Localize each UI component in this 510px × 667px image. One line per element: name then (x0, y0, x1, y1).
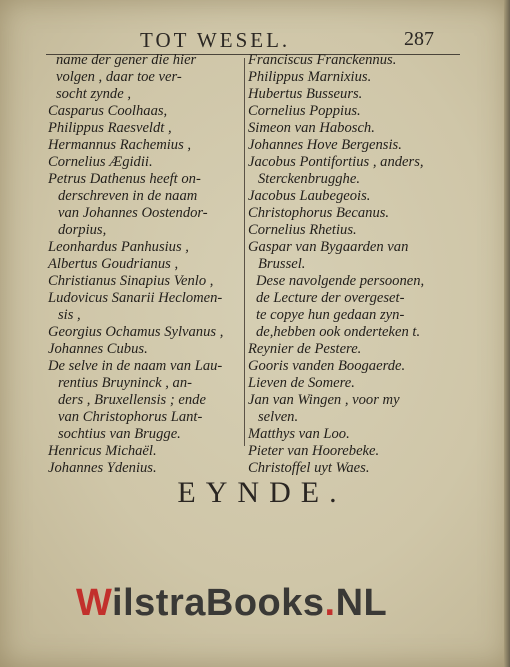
list-item (48, 290, 244, 324)
list-item (248, 205, 462, 222)
entry-line: rentius Bruyninck , an- (58, 375, 193, 391)
entry-line: Reynier de Pestere. (248, 341, 362, 357)
entry-line: de,hebben ook onderteken t. (256, 324, 421, 340)
entry-line: Jacobus Laubegeois. (248, 188, 371, 204)
list-item (248, 154, 462, 188)
list-item (48, 120, 244, 137)
entry-line: van Christophorus Lant- (58, 409, 203, 425)
page-edge (504, 0, 510, 667)
list-item (248, 137, 462, 154)
list-item (248, 86, 462, 103)
entry-line: Pieter van Hoorebeke. (248, 443, 380, 459)
running-title: TOT WESEL. (140, 28, 291, 52)
entry-line: te copye hun gedaan zyn- (256, 307, 405, 323)
entry-line: Henricus Michaël. (48, 443, 157, 459)
entry-line: Gooris vanden Boogaerde. (248, 358, 406, 374)
list-item (48, 341, 244, 358)
list-item (248, 358, 462, 375)
list-item (248, 375, 462, 392)
list-item (48, 324, 244, 341)
list-item (48, 171, 244, 239)
list-item (48, 460, 244, 477)
entry-line: Cornelius Poppius. (248, 103, 361, 119)
list-item (48, 256, 244, 273)
list-item (48, 273, 244, 290)
entry-line: Johannes Ydenius. (48, 460, 157, 476)
entry-line: Leonhardus Panhusius , (48, 239, 189, 255)
entry-line: Johannes Hove Bergensis. (248, 137, 402, 153)
entry-line: Gaspar van Bygaarden van (248, 239, 409, 255)
list-item (248, 52, 462, 69)
entry-line: Christoffel uyt Waes. (248, 460, 370, 476)
entry-line: Johannes Cubus. (48, 341, 148, 357)
list-item (248, 341, 462, 358)
entry-line: Lieven de Somere. (248, 375, 355, 391)
watermark-end: NL (335, 582, 388, 624)
page-number: 287 (404, 28, 434, 50)
entry-line: Franciscus Franckennus. (248, 52, 397, 68)
entry-line: volgen , daar toe ver- (56, 69, 182, 85)
entry-line: Matthys van Loo. (248, 426, 350, 442)
watermark-dot: . (324, 582, 336, 624)
list-item (248, 273, 462, 341)
entry-line: Hubertus Busseurs. (248, 86, 363, 102)
closing-word: EYNDE. (177, 476, 347, 509)
list-item (248, 120, 462, 137)
entry-line: sis , (58, 307, 81, 323)
watermark-first-letter: W (76, 582, 113, 624)
watermark-middle: ilstraBooks (112, 582, 325, 624)
list-item (248, 69, 462, 86)
list-item (48, 154, 244, 171)
list-item (48, 52, 244, 103)
entry-line: Philippus Marnixius. (248, 69, 372, 85)
list-item (48, 239, 244, 256)
list-item (248, 426, 462, 443)
entry-line: selven. (258, 409, 299, 425)
entry-line: Cornelius Ægidii. (48, 154, 153, 170)
entry-line: Jacobus Pontifortius , anders, (248, 154, 424, 170)
entry-line: de Lecture der overgeset- (256, 290, 405, 306)
entry-line: De selve in de naam van Lau- (48, 358, 223, 374)
list-item (248, 188, 462, 205)
entry-line: Georgius Ochamus Sylvanus , (48, 324, 224, 340)
right-column (248, 52, 462, 477)
entry-line: ders , Bruxellensis ; ende (58, 392, 206, 408)
entry-line: Hermannus Rachemius , (48, 137, 192, 153)
entry-line: Brussel. (258, 256, 306, 272)
entry-line: Sterckenbrugghe. (258, 171, 360, 187)
entry-line: derschreven in de naam (58, 188, 198, 204)
watermark-logo (76, 582, 387, 625)
entry-line: Simeon van Habosch. (248, 120, 375, 136)
list-item (48, 103, 244, 120)
entry-line: Ludovicus Sanarii Heclomen- (48, 290, 223, 306)
list-item (248, 222, 462, 239)
entry-line: Dese navolgende persoonen, (256, 273, 425, 289)
entry-line: Christophorus Becanus. (248, 205, 390, 221)
list-item (248, 443, 462, 460)
list-item (48, 443, 244, 460)
entry-line: Jan van Wingen , voor my (248, 392, 400, 408)
list-item (248, 239, 462, 273)
entry-line: socht zynde , (56, 86, 131, 102)
column-divider (244, 58, 245, 446)
entry-line: Casparus Coolhaas, (48, 103, 168, 119)
entry-line: name der gener die hier (56, 52, 197, 68)
list-item (248, 392, 462, 426)
entry-line: dorpius, (58, 222, 107, 238)
entry-line: van Johannes Oostendor- (58, 205, 208, 221)
entry-line: Cornelius Rhetius. (248, 222, 357, 238)
entry-line: sochtius van Brugge. (58, 426, 181, 442)
entry-line: Petrus Dathenus heeft on- (48, 171, 201, 187)
entry-line: Philippus Raesveldt , (48, 120, 172, 136)
list-item (248, 460, 462, 477)
list-item (248, 103, 462, 120)
entry-line: Albertus Goudrianus , (48, 256, 179, 272)
left-column (48, 52, 244, 477)
list-item (48, 358, 244, 443)
entry-line: Christianus Sinapius Venlo , (48, 273, 214, 289)
list-item (48, 137, 244, 154)
